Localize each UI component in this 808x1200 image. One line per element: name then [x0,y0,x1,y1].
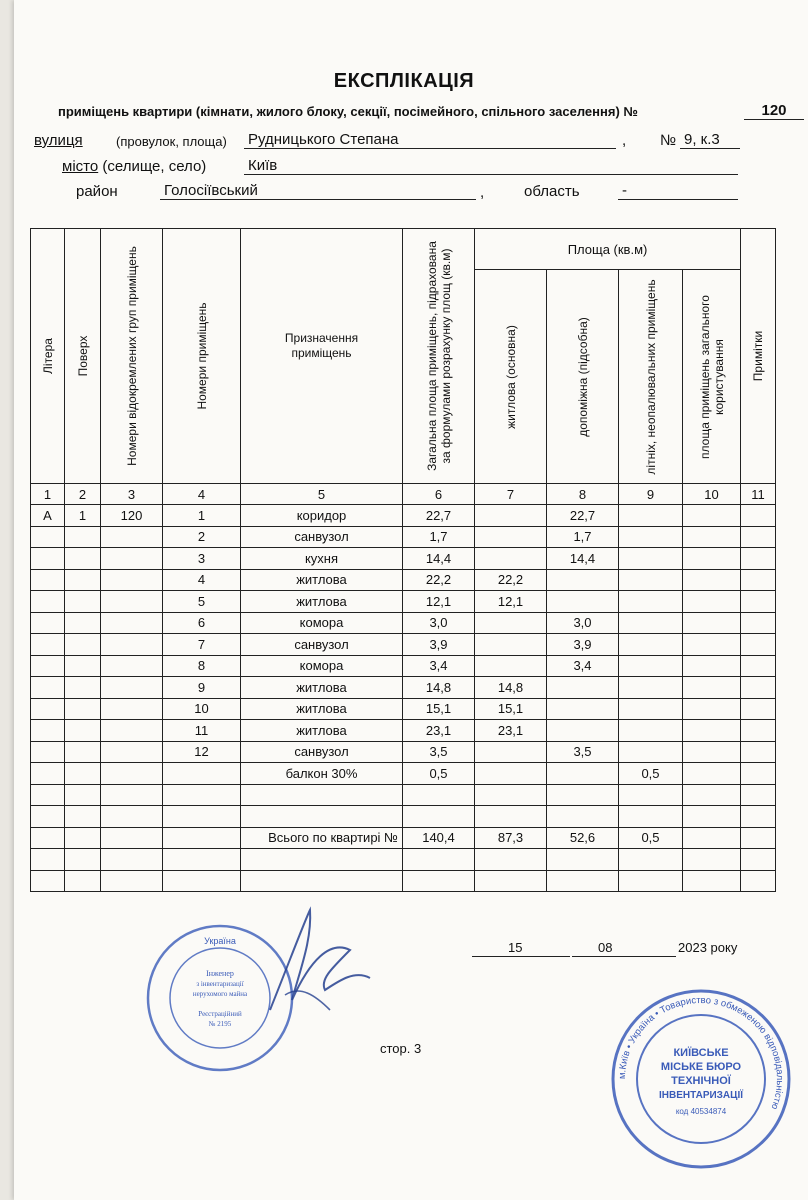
table-cell: коридор [241,505,403,527]
stamp-left-line5: Реєстраційний [198,1010,242,1018]
table-row [31,677,776,699]
street-value: Рудницького Степана [244,131,616,149]
stamp-left-line2: Інженер [206,969,234,978]
table-row [31,698,776,720]
table-cell [619,677,683,699]
table-cell [475,849,547,871]
table-cell [619,849,683,871]
table-cell [475,806,547,828]
table-cell [741,505,776,527]
table-cell [101,870,163,892]
table-cell [619,612,683,634]
table-cell: 3,4 [403,655,475,677]
table-cell [741,741,776,763]
table-cell: житлова [241,720,403,742]
table-cell [683,548,741,570]
table-cell [65,634,101,656]
city-alt-label: (селище, село) [102,158,207,175]
table-cell [65,612,101,634]
table-cell [619,698,683,720]
table-cell [619,526,683,548]
col-header-common: площа приміщень загального користування [683,270,741,484]
date-year: 2023 року [678,940,738,955]
table-cell [101,698,163,720]
table-cell: 14,4 [547,548,619,570]
table-cell [31,870,65,892]
table-cell [241,806,403,828]
table-cell [31,763,65,785]
table-cell [683,720,741,742]
table-cell [547,720,619,742]
table-cell: 12,1 [475,591,547,613]
table-cell: 22,7 [547,505,619,527]
date-day-line [472,956,570,957]
table-cell [741,634,776,656]
table-cell [31,591,65,613]
table-cell [31,548,65,570]
table-row [31,806,776,828]
table-cell: 1 [65,505,101,527]
table-cell [619,720,683,742]
table-cell: 3,9 [547,634,619,656]
table-cell [683,870,741,892]
column-number: 1 [31,484,65,505]
table-cell [65,720,101,742]
table-cell: 10 [163,698,241,720]
table-cell: комора [241,612,403,634]
table-row [31,526,776,548]
table-cell [31,849,65,871]
table-cell [101,591,163,613]
table-cell [547,677,619,699]
region-value: - [618,182,738,200]
table-cell [741,870,776,892]
table-cell: кухня [241,548,403,570]
table-cell: 14,8 [403,677,475,699]
col-header-total-area: Загальна площа приміщень, підрахована за формулами розрахунку площ (кв.м) [403,229,475,484]
table-cell [163,870,241,892]
district-value: Голосіївський [160,182,476,200]
col-header-living: житлова (основна) [475,270,547,484]
region-label: область [524,183,580,200]
table-cell [31,720,65,742]
table-cell [547,763,619,785]
table-cell: 6 [163,612,241,634]
table-cell [619,591,683,613]
table-cell [619,784,683,806]
table-row [31,591,776,613]
table-row [31,720,776,742]
table-cell: 23,1 [475,720,547,742]
col-header-area-group: Площа (кв.м) [475,229,741,270]
table-cell [31,741,65,763]
date-day: 15 [508,940,523,955]
column-number: 10 [683,484,741,505]
table-cell: 3,5 [403,741,475,763]
table-cell [403,806,475,828]
table-cell [65,677,101,699]
table-row [31,505,776,527]
table-cell: балкон 30% [241,763,403,785]
city-value: Київ [244,157,738,175]
table-cell [741,548,776,570]
table-cell: 0,5 [619,763,683,785]
date-month-line [572,956,676,957]
table-cell [65,591,101,613]
table-cell: 14,4 [403,548,475,570]
table-row [31,741,776,763]
table-cell [65,827,101,849]
table-cell [683,612,741,634]
column-numbers-row [31,484,776,505]
table-cell [31,698,65,720]
table-row [31,569,776,591]
house-value: 9, к.3 [680,131,740,149]
stamp-right-line2: МІСЬКЕ БЮРО [660,1061,742,1073]
table-cell [683,741,741,763]
table-cell [101,569,163,591]
explication-table [30,228,776,892]
table-cell [31,784,65,806]
table-row [31,763,776,785]
table-cell [741,698,776,720]
table-cell [65,784,101,806]
table-cell [163,806,241,828]
table-cell [547,698,619,720]
table-cell: 4 [163,569,241,591]
total-cell: 140,4 [403,827,475,849]
column-number: 8 [547,484,619,505]
table-cell [475,634,547,656]
table-cell [475,763,547,785]
table-cell: 12,1 [403,591,475,613]
table-cell [241,784,403,806]
column-number: 11 [741,484,776,505]
table-cell: 2 [163,526,241,548]
table-cell [619,548,683,570]
total-cell: 87,3 [475,827,547,849]
table-cell: 7 [163,634,241,656]
table-cell [741,806,776,828]
stamp-right-line3: ТЕХНІЧНОЇ [671,1075,731,1087]
table-cell: 120 [101,505,163,527]
table-cell: 3,4 [547,655,619,677]
column-number: 3 [101,484,163,505]
table-cell: 22,2 [403,569,475,591]
table-cell: житлова [241,677,403,699]
col-header-auxiliary: допоміжна (підсобна) [547,270,619,484]
table-cell [741,849,776,871]
city-line [62,158,206,175]
table-cell [163,827,241,849]
table-cell [741,763,776,785]
bureau-stamp [608,986,794,1172]
table-cell: 5 [163,591,241,613]
table-cell [101,763,163,785]
table-row [31,655,776,677]
table-cell [101,784,163,806]
stamp-left-line1: Україна [204,936,236,946]
total-label: Всього по квартирі № [241,827,403,849]
table-row [31,612,776,634]
district-label: район [76,183,118,200]
table-row [31,634,776,656]
col-header-groups: Номери відокремлених груп приміщень [101,229,163,484]
total-cell [741,827,776,849]
table-cell [683,634,741,656]
table-cell: санвузол [241,741,403,763]
table-cell: 1 [163,505,241,527]
street-alt-label: (провулок, площа) [116,134,227,149]
table-row [31,849,776,871]
street-comma: , [622,132,627,149]
table-cell: 23,1 [403,720,475,742]
table-cell [101,720,163,742]
table-cell [65,698,101,720]
table-cell: 3,5 [547,741,619,763]
table-cell [65,526,101,548]
table-cell [619,870,683,892]
table-cell [683,526,741,548]
table-cell [741,784,776,806]
table-cell: житлова [241,591,403,613]
table-cell [619,806,683,828]
table-cell: санвузол [241,526,403,548]
table-cell [101,849,163,871]
table-cell [547,806,619,828]
table-cell [65,870,101,892]
table-cell [65,569,101,591]
table-cell: 3,0 [547,612,619,634]
table-cell [475,741,547,763]
table-cell [31,634,65,656]
table-cell [741,569,776,591]
table-cell [475,526,547,548]
table-cell [683,849,741,871]
table-cell [241,870,403,892]
stamp-left-line3: з інвентаризації [196,980,244,988]
table-cell: 1,7 [547,526,619,548]
stamp-right-ring: м.Київ • Україна • Товариство з обмеженою відповідальністю [616,994,786,1111]
table-cell [475,870,547,892]
table-cell [163,763,241,785]
col-header-floor: Поверх [65,229,101,484]
table-cell [403,870,475,892]
table-cell [475,784,547,806]
table-cell [741,526,776,548]
table-cell [403,849,475,871]
table-cell [619,655,683,677]
table-cell: санвузол [241,634,403,656]
table-cell: 15,1 [403,698,475,720]
table-cell [65,548,101,570]
stamp-left-line4: нерухомого майна [192,990,248,998]
table-cell [741,677,776,699]
table-cell [65,655,101,677]
column-number: 9 [619,484,683,505]
table-row [31,784,776,806]
table-cell [741,612,776,634]
col-header-summer: літніх, неопалювальних приміщень [619,270,683,484]
table-cell: 3,9 [403,634,475,656]
table-cell [683,806,741,828]
street-label: вулиця [34,132,83,149]
table-cell [163,849,241,871]
table-cell [683,591,741,613]
district-comma: , [480,184,485,201]
stamp-right-line1: КИЇВСЬКЕ [673,1047,729,1059]
table-cell [101,677,163,699]
page-number: стор. 3 [380,1041,422,1056]
table-row [31,548,776,570]
table-cell: 1,7 [403,526,475,548]
table-cell: 8 [163,655,241,677]
document-subtitle [58,102,787,119]
table-cell: 11 [163,720,241,742]
column-number: 5 [241,484,403,505]
column-number: 6 [403,484,475,505]
table-cell [683,784,741,806]
table-cell [65,849,101,871]
table-cell [547,870,619,892]
table-cell: А [31,505,65,527]
table-cell [547,849,619,871]
col-header-room-numbers: Номери приміщень [163,229,241,484]
table-cell [65,763,101,785]
header-row [31,229,776,270]
table-cell [683,763,741,785]
table-cell [31,806,65,828]
table-cell [101,612,163,634]
column-number: 2 [65,484,101,505]
city-label: місто [62,158,99,175]
table-cell: 3 [163,548,241,570]
table-cell [31,569,65,591]
table-cell [65,741,101,763]
table-cell [683,569,741,591]
total-row [31,827,776,849]
subtitle-text: приміщень квартири (кімнати, жилого блоку, секції, посімейного, спільного заселення) № [58,104,638,119]
table-cell [683,655,741,677]
table-cell: житлова [241,698,403,720]
table-cell [163,784,241,806]
table-cell [101,526,163,548]
table-cell: 15,1 [475,698,547,720]
col-header-purpose: Призначення приміщень [241,229,403,484]
document-title: ЕКСПЛІКАЦІЯ [333,70,475,92]
table-row [31,870,776,892]
table-cell [101,806,163,828]
table-cell [31,526,65,548]
table-cell [475,505,547,527]
table-cell: 0,5 [403,763,475,785]
table-cell: комора [241,655,403,677]
table-cell [547,784,619,806]
table-cell [65,806,101,828]
table-cell [547,569,619,591]
table-cell [101,827,163,849]
total-cell: 0,5 [619,827,683,849]
table-cell [741,591,776,613]
table-cell: 3,0 [403,612,475,634]
table-cell [403,784,475,806]
table-cell [683,505,741,527]
col-header-litera: Літера [31,229,65,484]
table-cell [619,505,683,527]
table-cell [547,591,619,613]
table-cell [475,612,547,634]
col-header-notes: Примітки [741,229,776,484]
table-cell [619,634,683,656]
table-cell [741,720,776,742]
table-cell [475,655,547,677]
table-cell: 22,7 [403,505,475,527]
date-month: 08 [598,940,613,955]
table-cell [31,827,65,849]
table-cell: 22,2 [475,569,547,591]
total-cell [683,827,741,849]
stamp-right-line4: ІНВЕНТАРИЗАЦІЇ [659,1090,743,1101]
table-cell [101,655,163,677]
table-cell [683,698,741,720]
table-cell: 9 [163,677,241,699]
table-cell [683,677,741,699]
stamp-right-line5: код 40534874 [675,1107,727,1116]
table-cell [31,655,65,677]
stamp-left-line6: № 2195 [208,1020,232,1028]
signature [230,900,380,1030]
house-label: № [660,132,677,149]
table-cell [101,634,163,656]
apartment-number: 120 [744,102,804,120]
table-cell: 12 [163,741,241,763]
table-cell [31,677,65,699]
table-cell [101,548,163,570]
total-cell: 52,6 [547,827,619,849]
table-cell [619,741,683,763]
table-cell [619,569,683,591]
table-cell [241,849,403,871]
table-cell [741,655,776,677]
table-cell [101,741,163,763]
table-cell [475,548,547,570]
street-line [34,132,83,149]
table-cell: 14,8 [475,677,547,699]
column-number: 7 [475,484,547,505]
table-cell: житлова [241,569,403,591]
table-cell [31,612,65,634]
column-number: 4 [163,484,241,505]
